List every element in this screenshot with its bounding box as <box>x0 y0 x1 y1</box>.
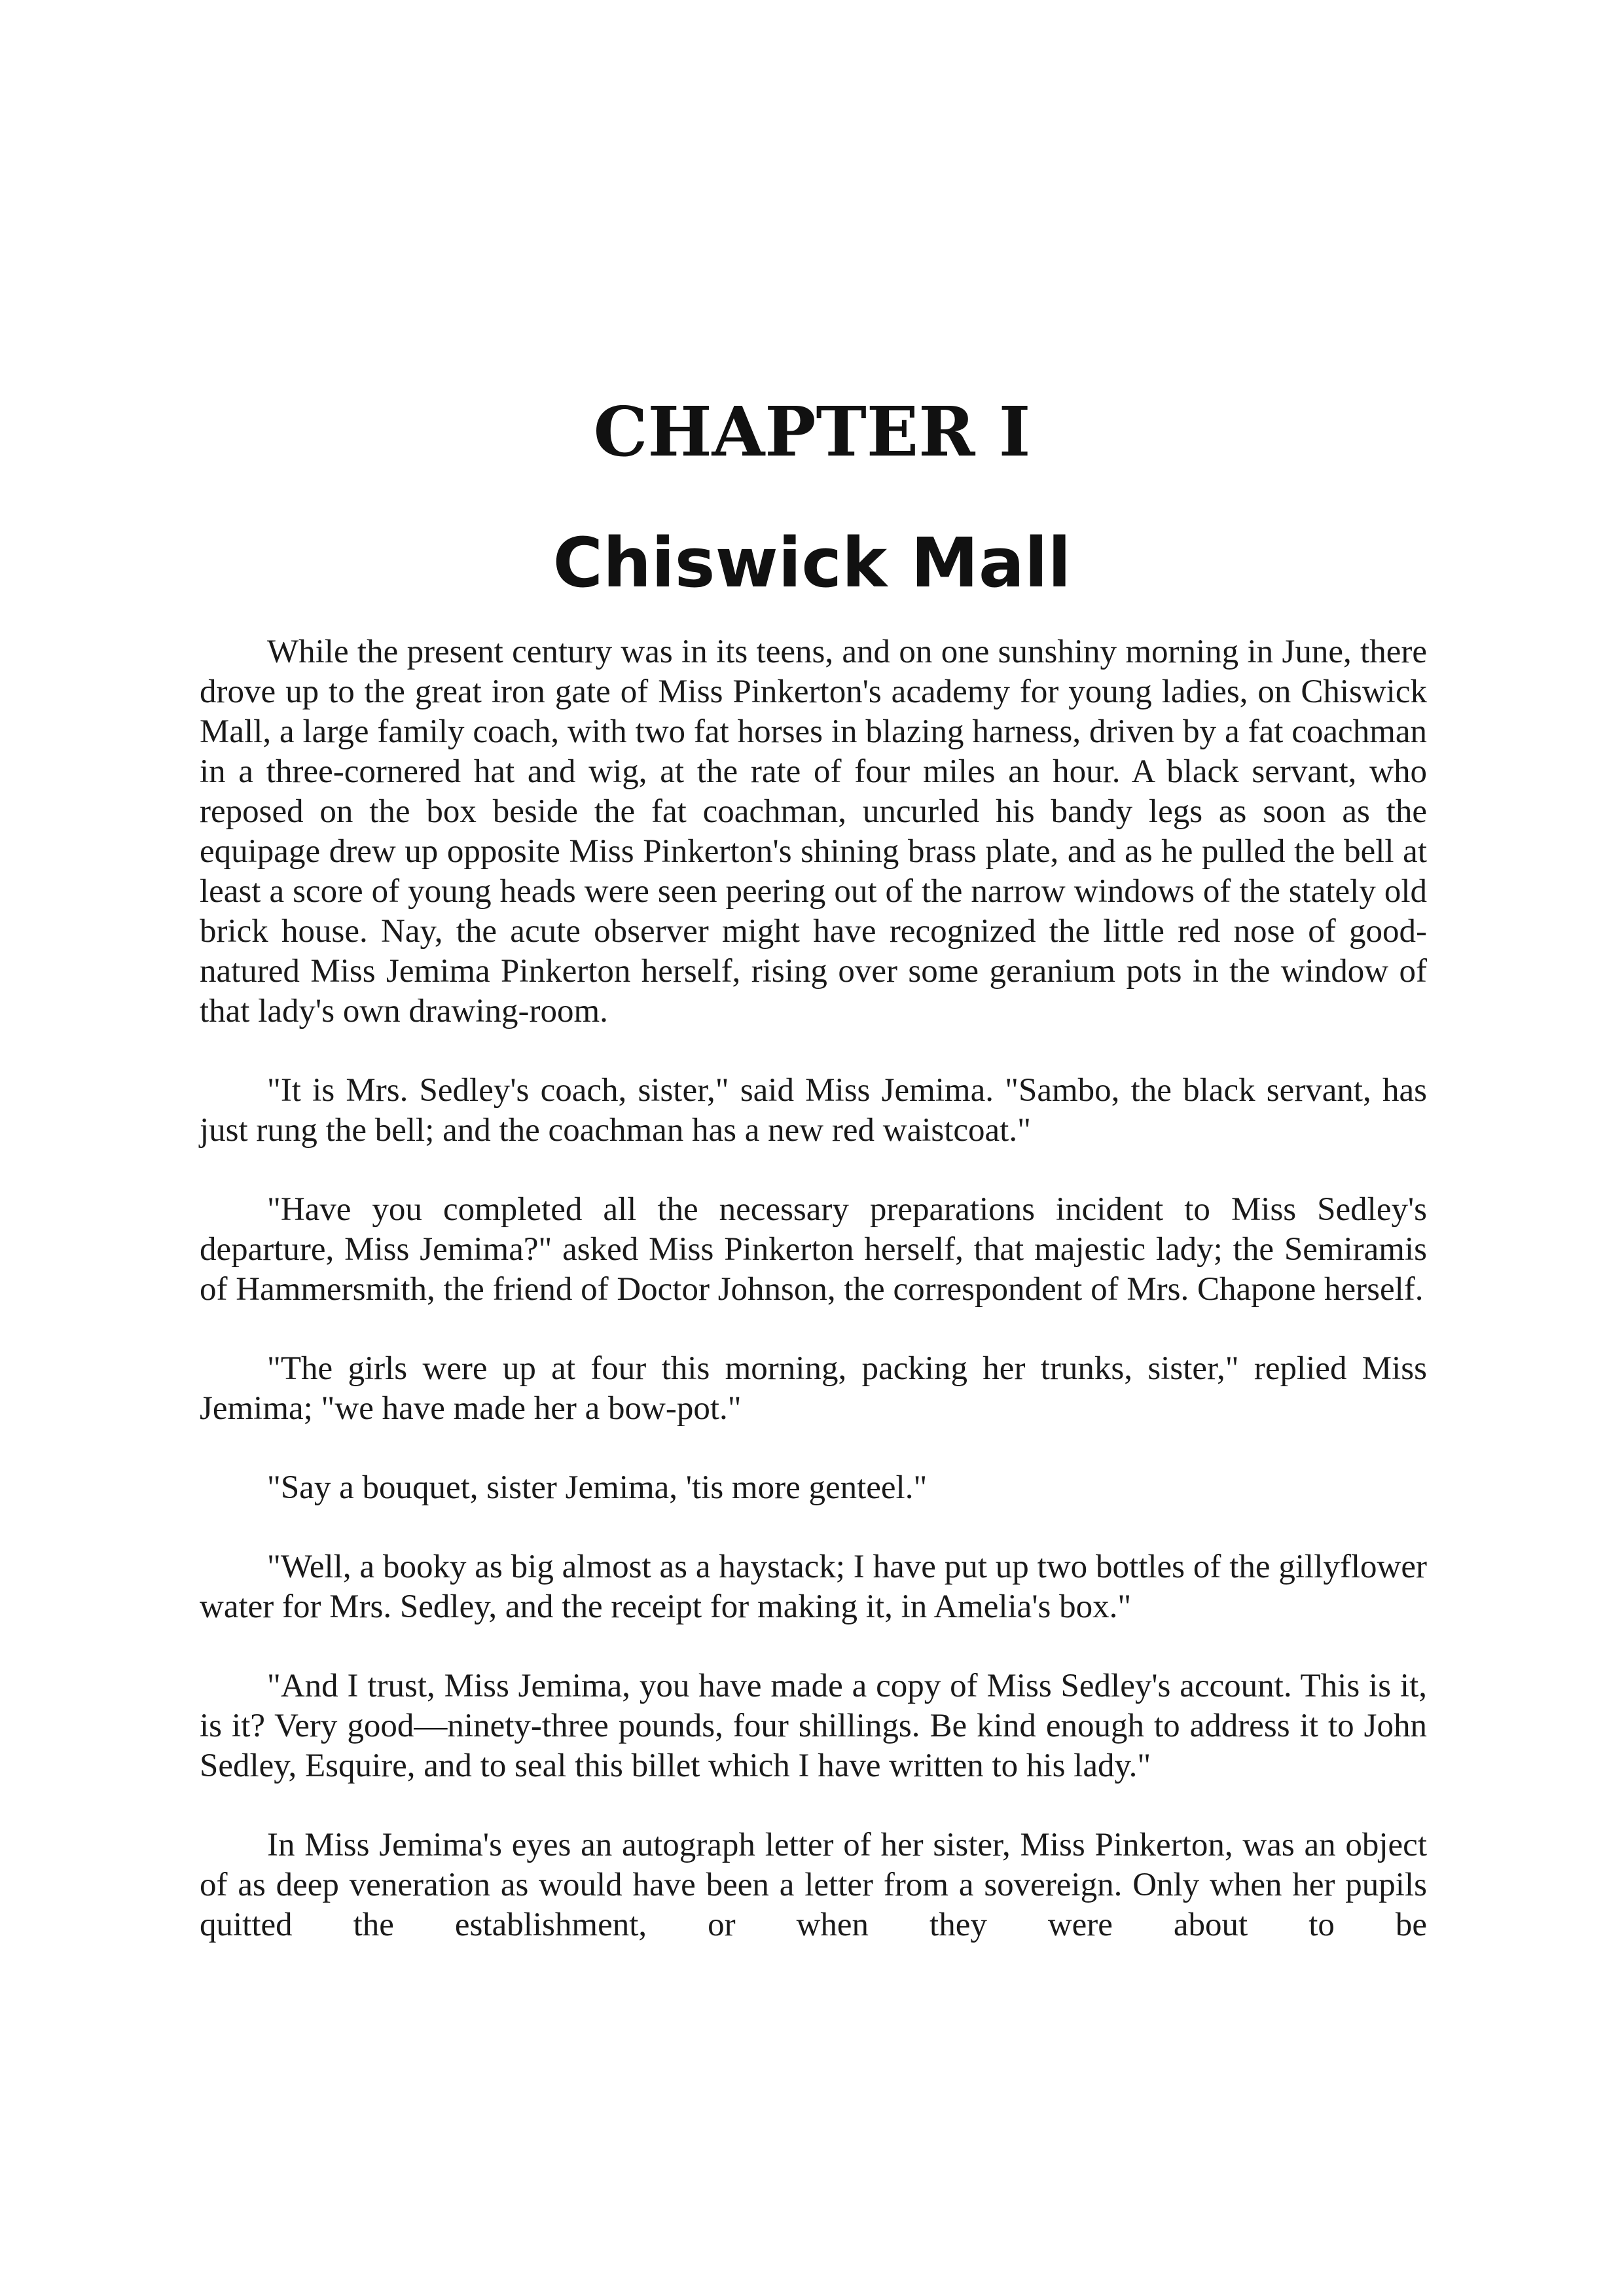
paragraph: "Well, a booky as big almost as a haystack; I have put up two bottles of the gillyflower water for Mrs. Sedley, and the receipt for making it, in Amelia's box." <box>200 1549 1427 1625</box>
paragraph: "It is Mrs. Sedley's coach, sister," said Miss Jemima. "Sambo, the black servant, has just rung the bell; and the coachman has a new red waistcoat." <box>200 1072 1427 1149</box>
paragraph: In Miss Jemima's eyes an autograph letter of her sister, Miss Pinkerton, was an object of as deep veneration as would have been a letter from a sovereign. Only when her pupils quitted the establishment, or when they were about to be <box>200 1827 1427 1943</box>
chapter-body <box>200 632 1427 1945</box>
paragraph: While the present century was in its teens, and on one sunshiny morning in June, there drove up to the great iron gate of Miss Pinkerton's academy for young ladies, on Chiswick Mall, a large family coach, with two fat horses in blazing harness, driven by a fat coachman in a three-cornered hat and wig, at the rate of four miles an hour. A black servant, who reposed on the box beside the fat coachman, uncurled his bandy legs as soon as the equipage drew up opposite Miss Pinkerton's shining brass plate, and as he pulled the bell at least a score of young heads were seen peering out of the narrow windows of the stately old brick house. Nay, the acute observer might have recognized the little red nose of good-natured Miss Jemima Pinkerton herself, rising over some geranium pots in the window of that lady's own drawing-room. <box>200 634 1427 1030</box>
paragraph: "The girls were up at four this morning, packing her trunks, sister," replied Miss Jemima; "we have made her a bow-pot." <box>200 1350 1427 1427</box>
paragraph: "Have you completed all the necessary preparations incident to Miss Sedley's departure, Miss Jemima?" asked Miss Pinkerton herself, that majestic lady; the Semiramis of Hammersmith, the friend of Doctor Johnson, the correspondent of Mrs. Chapone herself. <box>200 1191 1427 1308</box>
paragraph: "And I trust, Miss Jemima, you have made a copy of Miss Sedley's account. This is it, is it? Very good—ninety-three pounds, four shillings. Be kind enough to address it to John Sedley, Esquire, and to seal this billet which I have written to his lady." <box>200 1668 1427 1784</box>
paragraph: "Say a bouquet, sister Jemima, 'tis more genteel." <box>267 1469 928 1506</box>
chapter-title: Chiswick Mall <box>552 523 1072 603</box>
chapter-number: CHAPTER I <box>593 391 1031 472</box>
